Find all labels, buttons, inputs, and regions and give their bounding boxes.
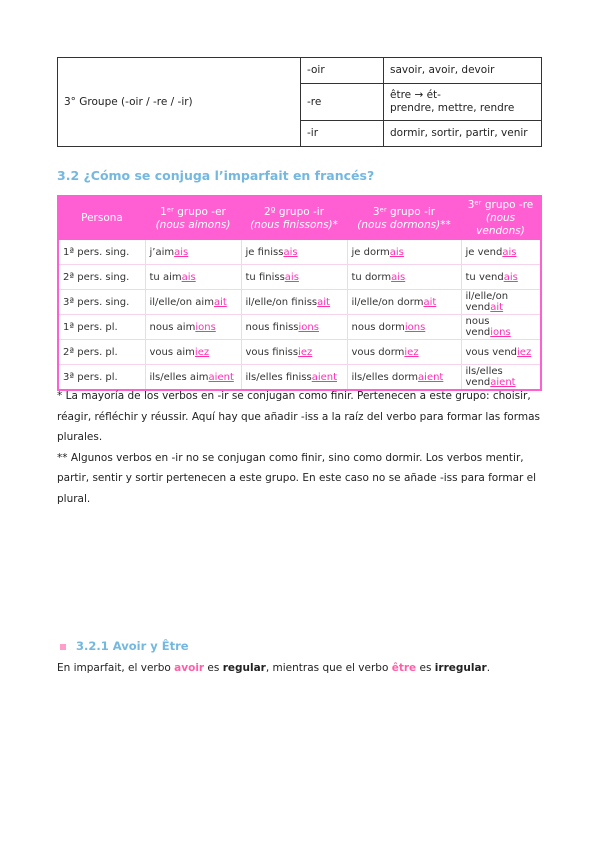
text-run: , mientras que el verbo [265,662,392,674]
conjugation-cell [347,265,461,290]
section-heading [57,168,374,183]
header-group3 [347,196,461,240]
verb-stem: il/elle/on vend [465,291,509,313]
verb-stem: ils/elles dorm [351,371,419,383]
verb-ending: ais [391,271,406,283]
header-group2 [241,196,347,240]
examples-line: prendre, mettre, rendre [390,102,515,114]
text-run: es [204,662,223,674]
conjugation-cell [461,240,541,265]
subsection-title: 3.2.1 Avoir y Être [76,639,189,653]
conjugation-cell [347,340,461,365]
verb-stem: il/elle/on finiss [245,296,318,308]
conjugation-cell [241,240,347,265]
conjugation-cell [241,290,347,315]
header-sub: (nous finissons)* [250,218,338,231]
verb-ending: ait [213,296,227,308]
person-cell: 3ª pers. pl. [58,365,145,391]
conjugation-cell [145,290,241,315]
person-cell: 1ª pers. pl. [58,315,145,340]
verb-ending: iez [298,346,313,358]
text-run: . [486,662,491,674]
verb-ending: iez [404,346,419,358]
person-cell: 2ª pers. pl. [58,340,145,365]
verb-avoir: avoir [174,662,205,674]
conjugation-table [57,195,542,391]
conjugation-cell [241,315,347,340]
section-number: 3.2 [57,168,80,183]
verb-ending: ait [490,302,504,313]
header-sub: (nous vendons) [476,212,525,237]
table-row [58,265,541,290]
verb-ending: aient [311,371,338,383]
verb-ending: ait [317,296,330,308]
verb-stem: ils/elles aim [149,371,209,383]
text-run: es [416,662,435,674]
verb-ending: ais [284,271,299,283]
verb-stem: j’aim [149,246,175,258]
conjugation-cell [241,265,347,290]
verb-stem: je dorm [351,246,390,258]
verb-ending: ions [195,321,216,333]
verb-ending: aient [418,371,444,383]
footnote-2: ** Algunos verbos en -ir no se conjugan como finir, sino como dormir. Los verbos mentir, partir, sentir y sortir pertenecen a este grupo. En este caso no se añade -iss para formar el plural. [57,451,537,505]
verb-stem: je vend [465,246,503,258]
person-cell: 1ª pers. sing. [58,240,145,265]
header-title: 2º grupo -ir [263,205,325,218]
verb-stem: tu vend [465,271,504,283]
examples-cell: savoir, avoir, devoir [384,58,542,84]
conjugation-cell [347,240,461,265]
header-title: 3ᵉʳ grupo -ir [372,205,436,218]
verb-stem: nous finiss [245,321,299,333]
verb-stem: tu dorm [351,271,392,283]
verb-ending: aient [208,371,234,383]
conjugation-cell [461,340,541,365]
verb-ending: ions [404,321,426,333]
text-run: En imparfait, el verbo [57,662,175,674]
group-label-cell [58,58,301,147]
verb-stem: nous aim [149,321,196,333]
verb-ending: iez [194,346,210,358]
conjugation-cell [145,340,241,365]
conjugation-cell [241,340,347,365]
square-bullet-icon [60,644,66,650]
verb-stem: ils/elles finiss [245,371,312,383]
verb-stem: nous vend [465,316,491,338]
verb-ending: ait [423,296,437,308]
table-row [58,240,541,265]
examples-cell [384,84,542,121]
conjugation-cell [461,265,541,290]
verb-ending: ais [389,246,404,258]
verb-stem: tu finiss [245,271,285,283]
header-group4 [461,196,541,240]
ending-cell: -oir [301,58,384,84]
verb-ending: aient [490,377,516,388]
table-row [58,290,541,315]
header-title: 1ᵉʳ grupo -er [160,205,226,218]
group-label: 3° Groupe (-oir / -re / -ir) [64,95,193,108]
ending-cell: -ir [301,121,384,147]
verb-ending: ions [490,327,511,338]
table-row [58,315,541,340]
examples-cell: dormir, sortir, partir, venir [384,121,542,147]
header-persona [58,196,145,240]
header-group1 [145,196,241,240]
table-row [58,340,541,365]
header-sub: (nous aimons) [155,218,231,231]
footnotes [57,386,547,509]
verb-stem: nous dorm [351,321,405,333]
header-sub: (nous dormons)** [357,218,451,231]
verb-stem: il/elle/on dorm [351,296,424,308]
verb-stem: ils/elles vend [465,366,503,388]
verb-stem: vous vend [465,346,518,358]
verb-stem: vous dorm [351,346,405,358]
verb-ending: ais [181,271,196,283]
conjugation-cell [145,265,241,290]
verb-etre: être [391,662,417,674]
section-title: ¿Cómo se conjuga l’imparfait en francés? [83,168,375,183]
imparfait-paragraph [57,662,490,674]
verb-ending: ais [174,246,189,258]
conjugation-cell [347,290,461,315]
verb-group-table [57,57,542,147]
examples-line: être → ét- [390,89,441,101]
conjugation-cell [461,315,541,340]
ending-cell: -re [301,84,384,121]
verb-ending: iez [517,346,532,358]
verb-ending: ais [502,246,517,258]
person-cell: 3ª pers. sing. [58,290,145,315]
verb-stem: je finiss [245,246,284,258]
person-cell: 2ª pers. sing. [58,265,145,290]
verb-stem: vous aim [149,346,195,358]
word-irregular: irregular [434,662,487,674]
header-title: Persona [81,212,123,224]
word-regular: regular [222,662,266,674]
verb-ending: ions [298,321,319,333]
footnote-1: * La mayoría de los verbos en -ir se conjugan como finir. Pertenecen a este grupo: choisir, réagir, réfléchir y réussir. Aquí hay que añadir -iss a la raíz del verbo para formar las formas plurales. [57,390,540,443]
conjugation-cell [461,290,541,315]
conjugation-cell [347,315,461,340]
subsection-heading [60,639,189,653]
verb-stem: il/elle/on aim [149,296,214,308]
verb-stem: tu aim [149,271,182,283]
verb-ending: ais [283,246,298,258]
verb-stem: vous finiss [245,346,299,358]
verb-ending: ais [503,271,518,283]
header-title: 3ᵉʳ grupo -re [467,199,534,211]
conjugation-cell [145,240,241,265]
conjugation-cell [145,315,241,340]
